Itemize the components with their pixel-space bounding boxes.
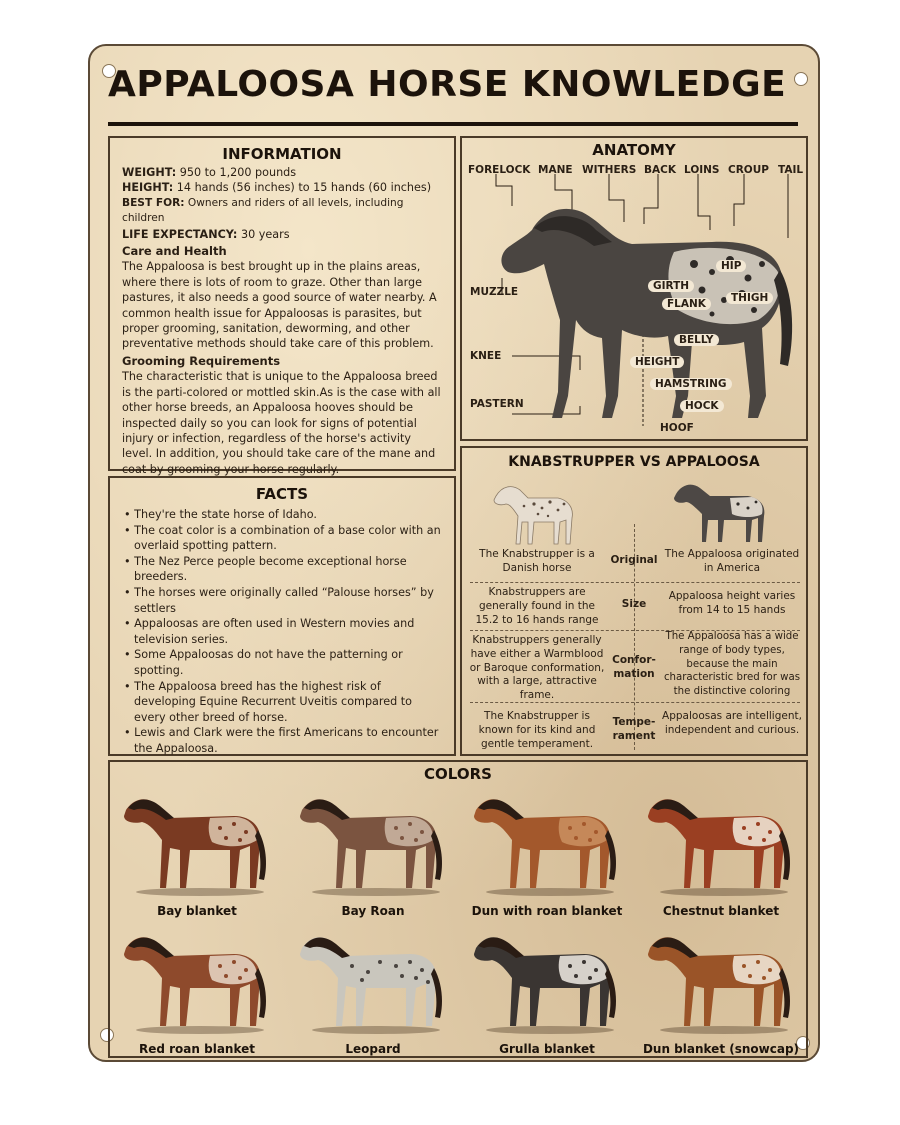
best-for-label: BEST FOR:: [122, 196, 185, 209]
colors-panel: [108, 760, 808, 1058]
color-name: Dun with roan blanket: [471, 904, 623, 918]
criterion-size: Size: [621, 598, 647, 610]
knabstrupper-heading: KNABSTRUPPER VS APPALOOSA: [508, 454, 760, 470]
weight-label: WEIGHT:: [122, 166, 177, 179]
color-name: Bay blanket: [157, 904, 237, 918]
label-hip: HIP: [716, 260, 746, 272]
horse-color-illustration: [640, 922, 804, 1040]
criterion-original: Original: [610, 554, 658, 566]
knowledge-sign: [88, 44, 820, 1062]
label-belly: BELLY: [674, 334, 719, 346]
weight-row: [122, 165, 442, 180]
best-for-row: [122, 196, 442, 227]
knabstrupper-horse-image: [488, 474, 578, 554]
best-for-value: Owners and riders of all levels, including children: [122, 196, 404, 225]
label-loins: LOINS: [684, 164, 720, 176]
appaloosa-original: The Appaloosa originated in America: [664, 548, 800, 574]
color-name: Grulla blanket: [499, 1042, 595, 1056]
color-name: Leopard: [345, 1042, 401, 1056]
fact-item: • The Nez Perce people become exceptional horse breeders.: [124, 554, 446, 585]
fact-item: • Some Appaloosas do not have the patterning or spotting.: [124, 647, 446, 678]
height-value: 14 hands (56 inches) to 15 hands (60 inches): [176, 181, 432, 195]
fact-item: • They're the state horse of Idaho.: [124, 507, 446, 523]
fact-item: • The Appaloosa breed has the highest risk of developing Equine Recurrent Uveitis compared to every other breed of horse.: [124, 679, 446, 726]
appaloosa-temperament: Appaloosas are intelligent, independent and curious.: [662, 710, 802, 736]
appaloosa-size: Appaloosa height varies from 14 to 15 hands: [668, 590, 796, 616]
information-heading: INFORMATION: [222, 145, 342, 163]
grooming-text: The characteristic that is unique to the Appaloosa breed is the parti-colored or mottled skin.As is the case with all other horse breeds, an Appaloosa hooves should be inspected daily so you can look for signs of potential injury or infection, regardless of the horse's activity level. In addition, you should take care of the mane and coat by grooming your horse regularly.: [122, 370, 441, 476]
care-text: The Appaloosa is best brought up in the plains areas, where there is lots of room to graze. Other than large pastures, it also needs a good source of water nearby. A common health issue for Appaloosas is parasites, but proper grooming, sanitation, deworming, and other preventative methods should take care of this problem.: [122, 260, 437, 351]
horse-color-illustration: [640, 784, 804, 902]
facts-heading: FACTS: [255, 485, 309, 503]
appaloosa-horse-image: [668, 472, 778, 552]
fact-item: • The coat color is a combination of a base color with an overlaid spotting pattern.: [124, 523, 446, 554]
fact-item: • Lewis and Clark were the first Americans to encounter the Appaloosa.: [124, 725, 446, 756]
criterion-conformation: Confor- mation: [612, 654, 656, 680]
grooming-heading: Grooming Requirements: [122, 353, 281, 368]
horse-color-illustration: [292, 922, 456, 1040]
height-row: [122, 180, 442, 195]
appaloosa-conformation: The Appaloosa has a wide range of body types, because the main characteristic bred for was the distinctive coloring: [663, 631, 801, 698]
information-panel: [108, 136, 456, 476]
knabstrupper-conformation: Knabstruppers generally have either a Warmblood or Baroque conformation, with a large, attractive frame.: [469, 634, 605, 702]
color-name: Bay Roan: [341, 904, 405, 918]
label-hamstring: HAMSTRING: [650, 378, 732, 390]
information-body: [118, 163, 446, 479]
label-hock: HOCK: [680, 400, 724, 412]
row-divider: [470, 582, 800, 583]
weight-value: 950 to 1,200 pounds: [179, 166, 297, 179]
fact-item: • The horses were originally called “Palouse horses” by settlers: [124, 585, 446, 616]
label-flank: FLANK: [662, 298, 711, 310]
label-back: BACK: [644, 164, 676, 176]
horse-color-illustration: [116, 922, 280, 1040]
label-hoof: HOOF: [660, 422, 694, 434]
label-forelock: FORELOCK: [468, 164, 531, 176]
title-divider: [108, 122, 798, 126]
color-name: Chestnut blanket: [662, 904, 780, 918]
label-muzzle: MUZZLE: [470, 286, 519, 298]
facts-panel: [108, 476, 456, 756]
care-heading: Care and Health: [122, 244, 227, 259]
label-tail: TAIL: [778, 164, 804, 176]
label-knee: KNEE: [470, 350, 502, 362]
colors-heading: COLORS: [424, 765, 492, 783]
label-withers: WITHERS: [582, 164, 637, 176]
color-name: Dun blanket (snowcap): [642, 1042, 800, 1056]
anatomy-heading: ANATOMY: [592, 141, 676, 159]
appaloosa-horse-illustration: [501, 209, 792, 418]
horse-color-illustration: [116, 784, 280, 902]
horse-color-illustration: [466, 784, 630, 902]
label-pastern: PASTERN: [470, 398, 524, 410]
label-height: HEIGHT: [630, 356, 684, 368]
knabstrupper-panel: [460, 446, 808, 756]
height-label: HEIGHT:: [122, 181, 174, 195]
knabstrupper-size: Knabstruppers are generally found in the 15.2 to 16 hands range: [475, 586, 599, 626]
anatomy-panel: [460, 136, 808, 441]
knabstrupper-temperament: The Knabstrupper is known for its kind and gentle temperament.: [478, 710, 596, 750]
label-girth: GIRTH: [648, 280, 694, 292]
life-value: 30 years: [240, 227, 290, 241]
life-row: [122, 227, 442, 242]
horse-color-illustration: [466, 922, 630, 1040]
label-mane: MANE: [538, 164, 573, 176]
knabstrupper-original: The Knabstrupper is a Danish horse: [479, 548, 595, 574]
facts-list: [118, 507, 446, 757]
label-croup: CROUP: [728, 164, 769, 176]
horse-color-illustration: [292, 784, 456, 902]
color-name: Red roan blanket: [138, 1042, 255, 1056]
life-label: LIFE EXPECTANCY:: [122, 227, 238, 241]
fact-item: • Appaloosas are often used in Western movies and television series.: [124, 616, 446, 647]
page-title: APPALOOSA HORSE KNOWLEDGE: [108, 64, 787, 105]
label-thigh: THIGH: [726, 292, 773, 304]
criterion-temperament: Tempe- rament: [612, 716, 656, 742]
